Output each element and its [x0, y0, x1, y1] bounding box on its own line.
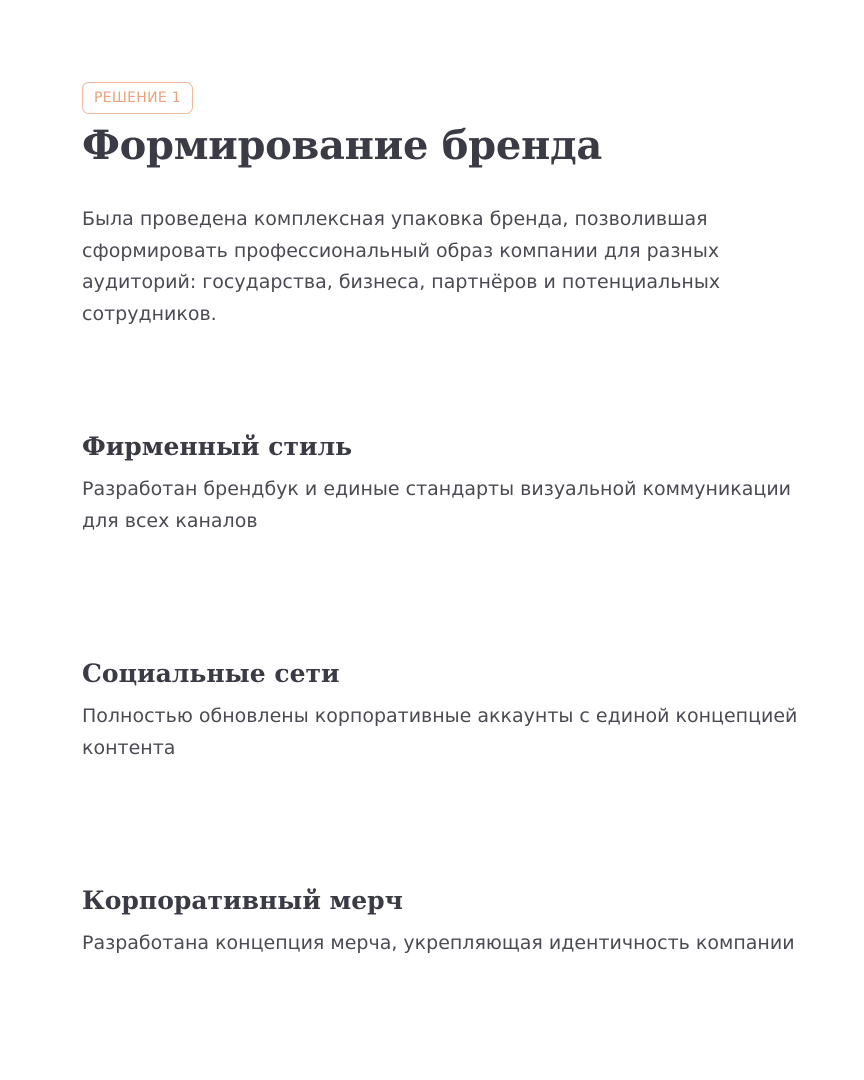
- section-title: Фирменный стиль: [82, 432, 353, 461]
- solution-badge: РЕШЕНИЕ 1: [82, 82, 193, 114]
- page-title: Формирование бренда: [82, 122, 602, 169]
- section-title: Корпоративный мерч: [82, 886, 403, 915]
- section-title: Социальные сети: [82, 659, 340, 688]
- section-social-networks: [82, 657, 802, 764]
- content-container: [82, 82, 802, 954]
- section-brand-style: [82, 430, 802, 537]
- intro-paragraph: Была проведена комплексная упаковка бренда, позволившая сформировать профессиональный образ компании для разных аудиторий: государства, бизнеса, партнёров и потенциальных сотрудников.: [82, 208, 721, 325]
- section-description: Полностью обновлены корпоративные аккаунты с единой концепцией контента: [82, 705, 798, 759]
- section-description: Разработан брендбук и единые стандарты визуальной коммуникации для всех каналов: [82, 478, 792, 532]
- section-corporate-merch: [82, 884, 802, 960]
- section-description: Разработана концепция мерча, укрепляющая идентичность компании: [82, 932, 795, 954]
